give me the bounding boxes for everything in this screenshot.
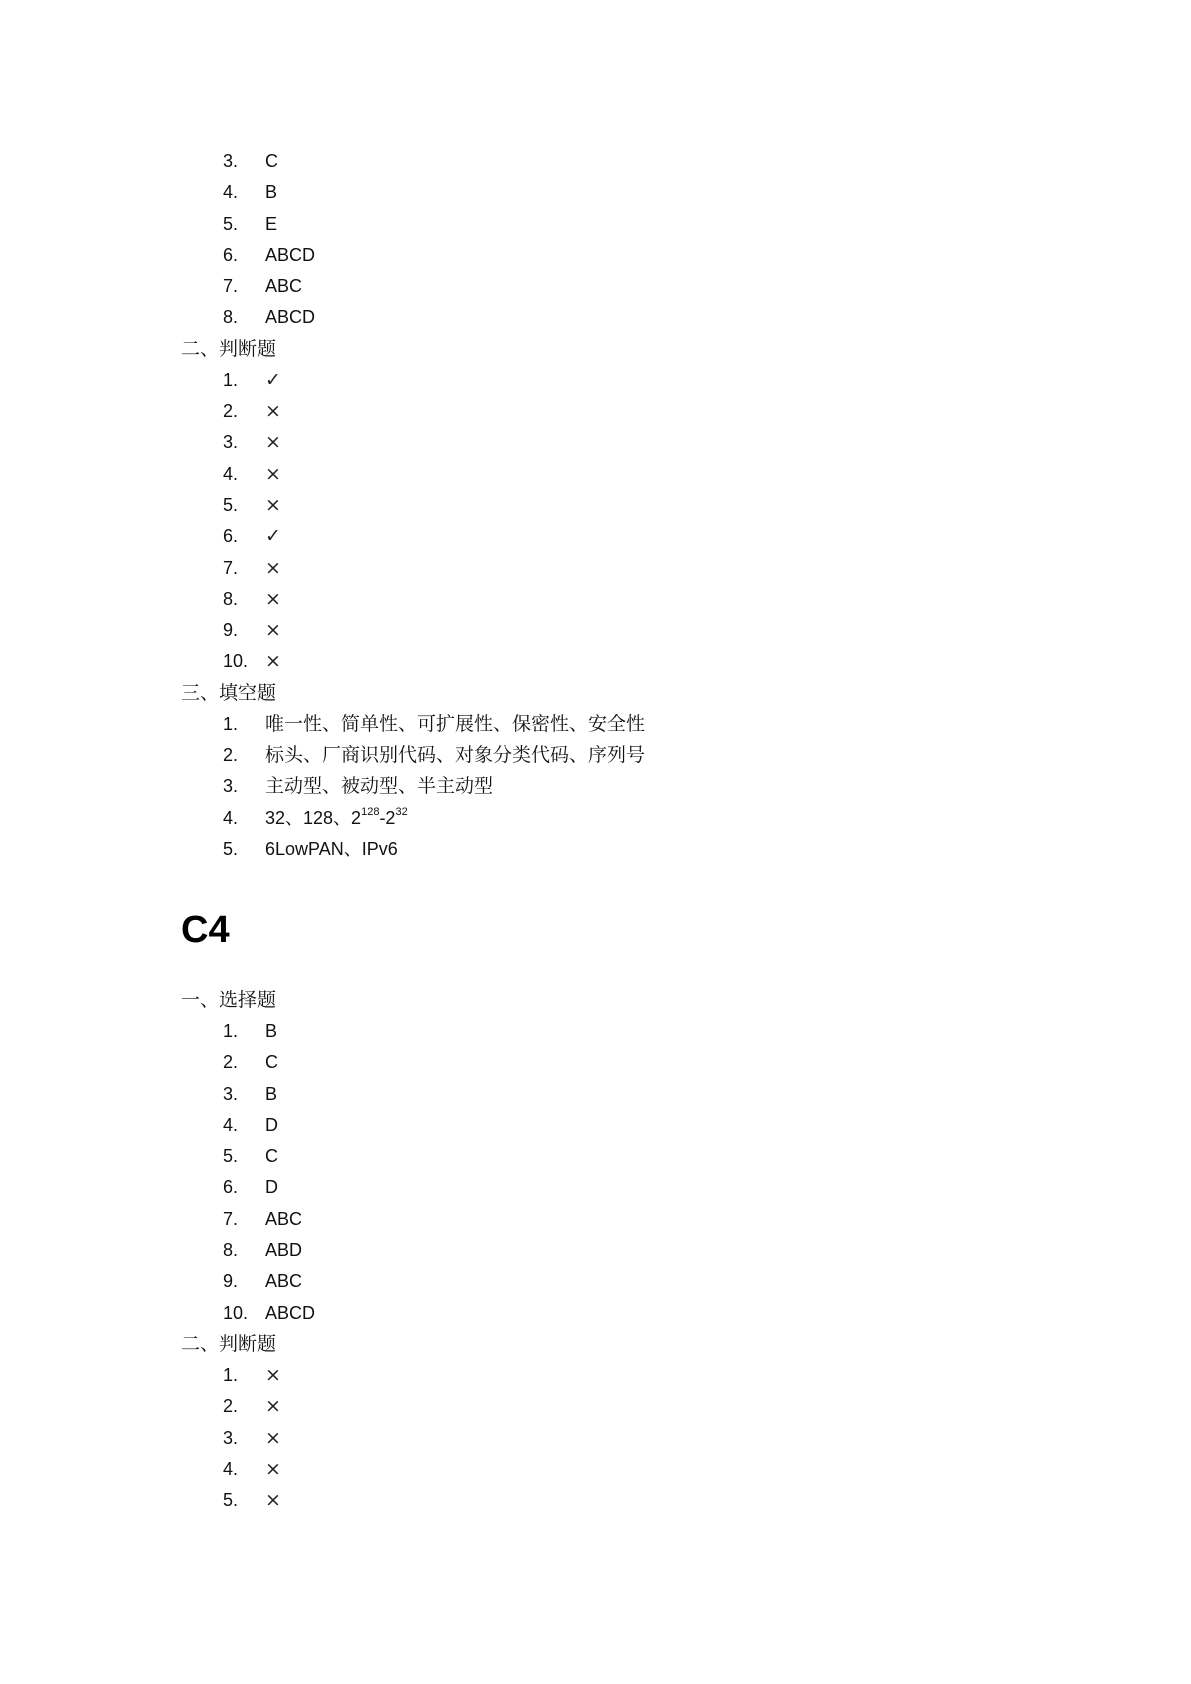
item-number: 6. — [223, 244, 239, 265]
top-answer-block — [181, 146, 1081, 865]
cross-mark-icon: × — [265, 462, 281, 485]
item-answer: D — [265, 1114, 278, 1135]
item-answer: ABC — [265, 1271, 303, 1292]
answer-mid: -2 — [379, 807, 396, 828]
list-item — [181, 490, 1081, 521]
item-answer: 唯一性、简单性、可扩展性、保密性、安全性 — [265, 712, 646, 735]
item-answer: ABCD — [265, 244, 316, 265]
item-number: 8. — [223, 588, 239, 609]
cross-mark-icon: × — [265, 556, 281, 579]
list-item — [181, 709, 1081, 740]
list-item — [181, 1360, 1081, 1391]
item-number: 4. — [223, 807, 239, 828]
cross-mark-icon: × — [265, 1489, 281, 1512]
cross-mark-icon: × — [265, 431, 281, 454]
cross-mark-icon: × — [265, 1363, 281, 1386]
check-mark-icon: ✓ — [265, 368, 281, 391]
item-answer: B — [265, 1021, 278, 1041]
cross-mark-icon: × — [265, 1457, 281, 1480]
item-number: 2. — [223, 1396, 239, 1417]
item-number: 7. — [223, 276, 239, 297]
item-number: 7. — [223, 557, 239, 578]
list-item — [181, 584, 1081, 615]
item-answer: ABD — [265, 1240, 303, 1261]
item-number: 5. — [223, 838, 239, 859]
check-mark-icon: ✓ — [265, 525, 281, 548]
item-answer: B — [265, 1083, 278, 1104]
item-number: 1. — [223, 1021, 239, 1041]
item-answer: C — [265, 151, 278, 171]
list-item — [181, 271, 1081, 302]
cross-mark-icon: × — [265, 1395, 281, 1418]
item-answer: E — [265, 213, 278, 234]
item-answer: D — [265, 1177, 278, 1198]
list-item — [181, 1141, 1081, 1172]
list-item — [181, 209, 1081, 240]
item-answer — [265, 803, 408, 834]
list-item — [181, 302, 1081, 333]
list-item — [181, 1172, 1081, 1203]
list-item — [181, 1110, 1081, 1141]
superscript: 32 — [395, 805, 408, 818]
item-number: 4. — [223, 1458, 239, 1479]
item-number: 1. — [223, 1364, 239, 1385]
list-item — [181, 834, 1081, 865]
item-number: 3. — [223, 1427, 239, 1448]
c4-answer-block — [181, 985, 1081, 1516]
chapter-heading: C4 — [181, 909, 230, 951]
list-item — [181, 1235, 1081, 1266]
list-item — [181, 1485, 1081, 1516]
item-number: 1. — [223, 369, 239, 390]
list-item — [181, 803, 1081, 834]
item-number: 5. — [223, 1146, 239, 1167]
list-item — [181, 427, 1081, 458]
item-number: 5. — [223, 494, 239, 515]
item-answer: ABC — [265, 276, 303, 297]
item-answer: ABC — [265, 1208, 303, 1229]
item-number: 5. — [223, 1490, 239, 1511]
list-item — [181, 459, 1081, 490]
item-number: 10. — [223, 1302, 249, 1323]
item-number: 7. — [223, 1208, 239, 1229]
item-number: 6. — [223, 1177, 239, 1198]
cross-mark-icon: × — [265, 587, 281, 610]
list-item — [181, 1298, 1081, 1329]
list-item — [181, 1047, 1081, 1078]
item-number: 10. — [223, 651, 249, 672]
list-item — [181, 646, 1081, 677]
item-number: 3. — [223, 151, 239, 171]
answer-prefix: 32、128、2 — [265, 807, 362, 828]
cross-mark-icon: × — [265, 1426, 281, 1449]
item-number: 3. — [223, 1083, 239, 1104]
item-number: 4. — [223, 463, 239, 484]
cross-mark-icon: × — [265, 619, 281, 642]
item-answer: C — [265, 1146, 278, 1167]
item-number: 2. — [223, 401, 239, 422]
list-item — [181, 146, 1081, 177]
item-number: 8. — [223, 307, 239, 328]
list-item — [181, 1423, 1081, 1454]
superscript: 128 — [361, 805, 380, 818]
item-answer: 6LowPAN、IPv6 — [265, 838, 398, 859]
list-item — [181, 553, 1081, 584]
item-answer: 主动型、被动型、半主动型 — [265, 775, 494, 798]
item-answer: ABCD — [265, 1302, 316, 1323]
item-number: 3. — [223, 776, 239, 797]
list-item — [181, 365, 1081, 396]
item-number: 3. — [223, 432, 239, 453]
list-item — [181, 740, 1081, 771]
cross-mark-icon: × — [265, 650, 281, 673]
item-answer: C — [265, 1052, 278, 1073]
list-item — [181, 615, 1081, 646]
item-answer: ABCD — [265, 307, 316, 328]
item-number: 2. — [223, 745, 239, 766]
item-answer: B — [265, 182, 278, 203]
item-answer: 标头、厂商识别代码、对象分类代码、序列号 — [265, 744, 646, 767]
list-item — [181, 1204, 1081, 1235]
list-item — [181, 771, 1081, 802]
list-item — [181, 177, 1081, 208]
item-number: 9. — [223, 1271, 239, 1292]
section-title-choice: 一、选择题 — [181, 989, 277, 1011]
cross-mark-icon: × — [265, 400, 281, 423]
item-number: 4. — [223, 1114, 239, 1135]
item-number: 4. — [223, 182, 239, 203]
list-item — [181, 1266, 1081, 1297]
item-number: 9. — [223, 620, 239, 641]
item-number: 8. — [223, 1240, 239, 1261]
item-number: 2. — [223, 1052, 239, 1073]
list-item — [181, 1391, 1081, 1422]
list-item — [181, 1016, 1081, 1047]
list-item — [181, 1454, 1081, 1485]
section-title-judge: 二、判断题 — [181, 337, 277, 360]
section-title-fill: 三、填空题 — [181, 681, 277, 704]
item-number: 5. — [223, 213, 239, 234]
item-number: 1. — [223, 713, 239, 734]
item-number: 6. — [223, 526, 239, 547]
list-item — [181, 396, 1081, 427]
list-item — [181, 521, 1081, 552]
list-item — [181, 1079, 1081, 1110]
cross-mark-icon: × — [265, 493, 281, 516]
list-item — [181, 240, 1081, 271]
section-title-judge: 二、判断题 — [181, 1332, 277, 1355]
